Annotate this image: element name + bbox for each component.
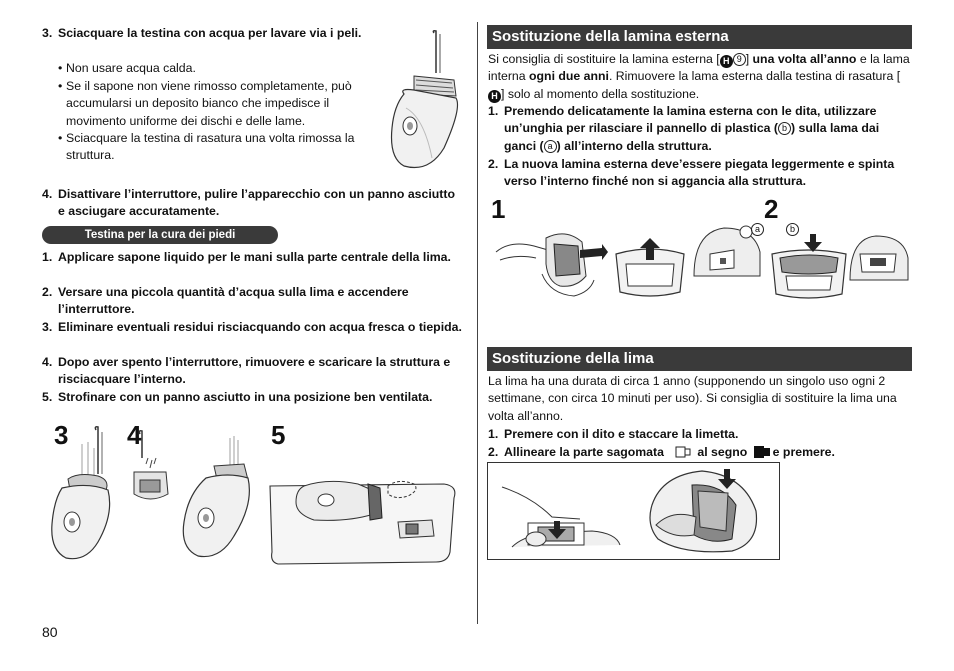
file-removal-illustration xyxy=(492,467,628,555)
file-intro: La lima ha una durata di circa 1 anno (supponendo un singolo uso ogni 2 settimane, con circa 10 minuti per uso). Si consiglia di sostituire la lima una volta all’anno. xyxy=(488,374,897,423)
rinse-device-illustration xyxy=(178,432,258,564)
foot-step: 5. Strofinare con un panno asciutto in una posizione ben ventilata. xyxy=(42,390,433,404)
foot-step: 1. Applicare sapone liquido per le mani sulla parte centrale della lima. xyxy=(42,250,451,264)
bullet-item: • Se il sapone non viene rimosso completamente, può accumularsi un deposito bianco che impedisce il movimento uniforme dei dischi e delle lame. xyxy=(58,79,352,128)
mark-b-icon: b xyxy=(786,223,799,236)
figure-number: 5 xyxy=(271,420,286,450)
bullet-item: • Non usare acqua calda. xyxy=(58,61,196,75)
figure-number: 4 xyxy=(127,420,142,450)
foot-step: 3. Eliminare eventuali residui risciacquando con acqua fresca o tiepida. xyxy=(42,320,462,334)
drying-illustration xyxy=(268,474,460,566)
figure-number: 1 xyxy=(491,194,506,224)
foil-step: 2. La nuova lamina esterna deve’essere piegata leggermente e spinta verso l’interno finché non si aggancia alla struttura. xyxy=(488,157,895,189)
file-step: 2. Allineare la parte sagomata al segno e premere. xyxy=(488,445,835,459)
column-divider xyxy=(477,22,478,624)
file-insert-illustration xyxy=(632,465,772,557)
mark-b-icon: b xyxy=(778,122,791,135)
rinse-step xyxy=(42,25,372,42)
mark-a-icon: a xyxy=(544,140,557,153)
housing-illustration xyxy=(610,236,690,300)
foot-care-label: Testina per la cura dei piedi xyxy=(42,226,278,244)
rinse-head-illustration xyxy=(130,424,172,504)
h-symbol-icon: H xyxy=(720,55,733,68)
page-number: 80 xyxy=(42,624,58,640)
foil-hook-illustration xyxy=(846,232,912,282)
mark-a-icon: a xyxy=(751,223,764,236)
shaped-part-icon xyxy=(675,446,691,458)
foot-step: 4. Dopo aver spento l’interruttore, rimuovere e scaricare la struttura e risciacquare l’interno. xyxy=(42,355,451,387)
foil-section-title: Sostituzione della lamina esterna xyxy=(487,25,912,49)
file-step: 1. Premere con il dito e staccare la limetta. xyxy=(488,427,739,441)
dry-step: 4. Disattivare l’interruttore, pulire l’apparecchio con un panno asciutto e asciugare accuratamente. xyxy=(42,187,455,219)
file-section-title: Sostituzione della lima xyxy=(487,347,912,371)
file-replacement-figure xyxy=(487,462,780,560)
figure-number: 2 xyxy=(764,194,779,224)
rinse-foot-care-illustration xyxy=(48,420,118,564)
step-text: Sciacquare la testina con acqua per lavare via i peli. xyxy=(58,26,362,40)
figure-number: 3 xyxy=(54,420,69,450)
foil-insert-illustration xyxy=(766,232,852,304)
bullet-item: • Sciacquare la testina di rasatura una volta rimossa la struttura. xyxy=(58,131,355,163)
foot-step: 2. Versare una piccola quantità d’acqua sulla lima e accendere l’interruttore. xyxy=(42,285,409,317)
rinse-illustration xyxy=(384,28,468,173)
foil-removal-illustration xyxy=(490,224,608,300)
foil-intro: Si consiglia di sostituire la lamina esterna [ H 9 ] una volta all’anno e la lama interna ogni due anni. Rimuovere la lama esterna dalla testina di rasatura [H ] solo al momento della sostituzione. xyxy=(488,52,910,101)
alignment-mark-icon xyxy=(754,446,770,458)
step-number: 3. xyxy=(42,26,53,40)
h-symbol-icon: H xyxy=(488,90,501,103)
number-9-icon: 9 xyxy=(733,53,746,66)
foil-step: 1. Premendo delicatamente la lamina esterna con le dita, utilizzare un’unghia per rilasciare il pannello di plastica ( b ) sulla lama dai ganci ( a ) all’interno della struttura. xyxy=(488,104,880,153)
